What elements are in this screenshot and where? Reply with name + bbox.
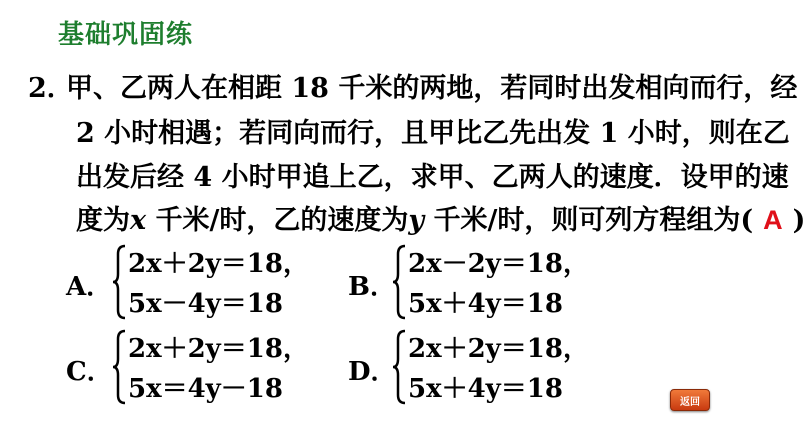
- option-c-equation-1: 2x＋2y＝18，: [128, 334, 309, 364]
- question-line-4-part-2: 千米/时，乙的速度为: [146, 205, 409, 236]
- question-line-4-part-3: 千米/时，则可列方程组为(: [424, 205, 754, 236]
- option-d-equation-2: 5x＋4y＝18: [408, 374, 563, 404]
- question-line-2: 2 小时相遇；若同向而行，且甲比乙先出发 1 小时，则在乙: [76, 118, 790, 149]
- option-a-equation-1: 2x＋2y＝18，: [128, 249, 309, 279]
- question-number: 2．: [28, 73, 74, 104]
- option-b-equation-1: 2x－2y＝18，: [408, 249, 589, 279]
- option-c-equation-2: 5x＝4y－18: [128, 374, 283, 404]
- brace-icon: [112, 244, 126, 320]
- question-line-4-part-1: 度为: [76, 205, 130, 236]
- option-c-label: C．: [66, 357, 113, 387]
- option-d-equation-1: 2x＋2y＝18，: [408, 334, 589, 364]
- section-title: 基础巩固练: [58, 20, 194, 50]
- variable-y: y: [408, 205, 425, 236]
- question-line-4-part-4: ): [792, 205, 805, 236]
- question-line-3: 出发后经 4 小时甲追上乙，求甲、乙两人的速度．设甲的速: [76, 162, 789, 193]
- option-b-label: B．: [348, 272, 396, 302]
- variable-x: x: [130, 205, 147, 236]
- option-b-equation-2: 5x＋4y＝18: [408, 289, 563, 319]
- question-line-1: 甲、乙两人在相距 18 千米的两地，若同时出发相向而行，经: [66, 73, 798, 104]
- option-a-label: A．: [66, 272, 113, 302]
- answer-mark: A: [763, 205, 783, 235]
- brace-icon: [392, 244, 406, 320]
- brace-icon: [392, 329, 406, 405]
- option-d-label: D．: [348, 357, 397, 387]
- back-button[interactable]: 返回: [670, 389, 710, 411]
- option-a-equation-2: 5x－4y＝18: [128, 289, 283, 319]
- question-line-4: [76, 198, 805, 237]
- brace-icon: [112, 329, 126, 405]
